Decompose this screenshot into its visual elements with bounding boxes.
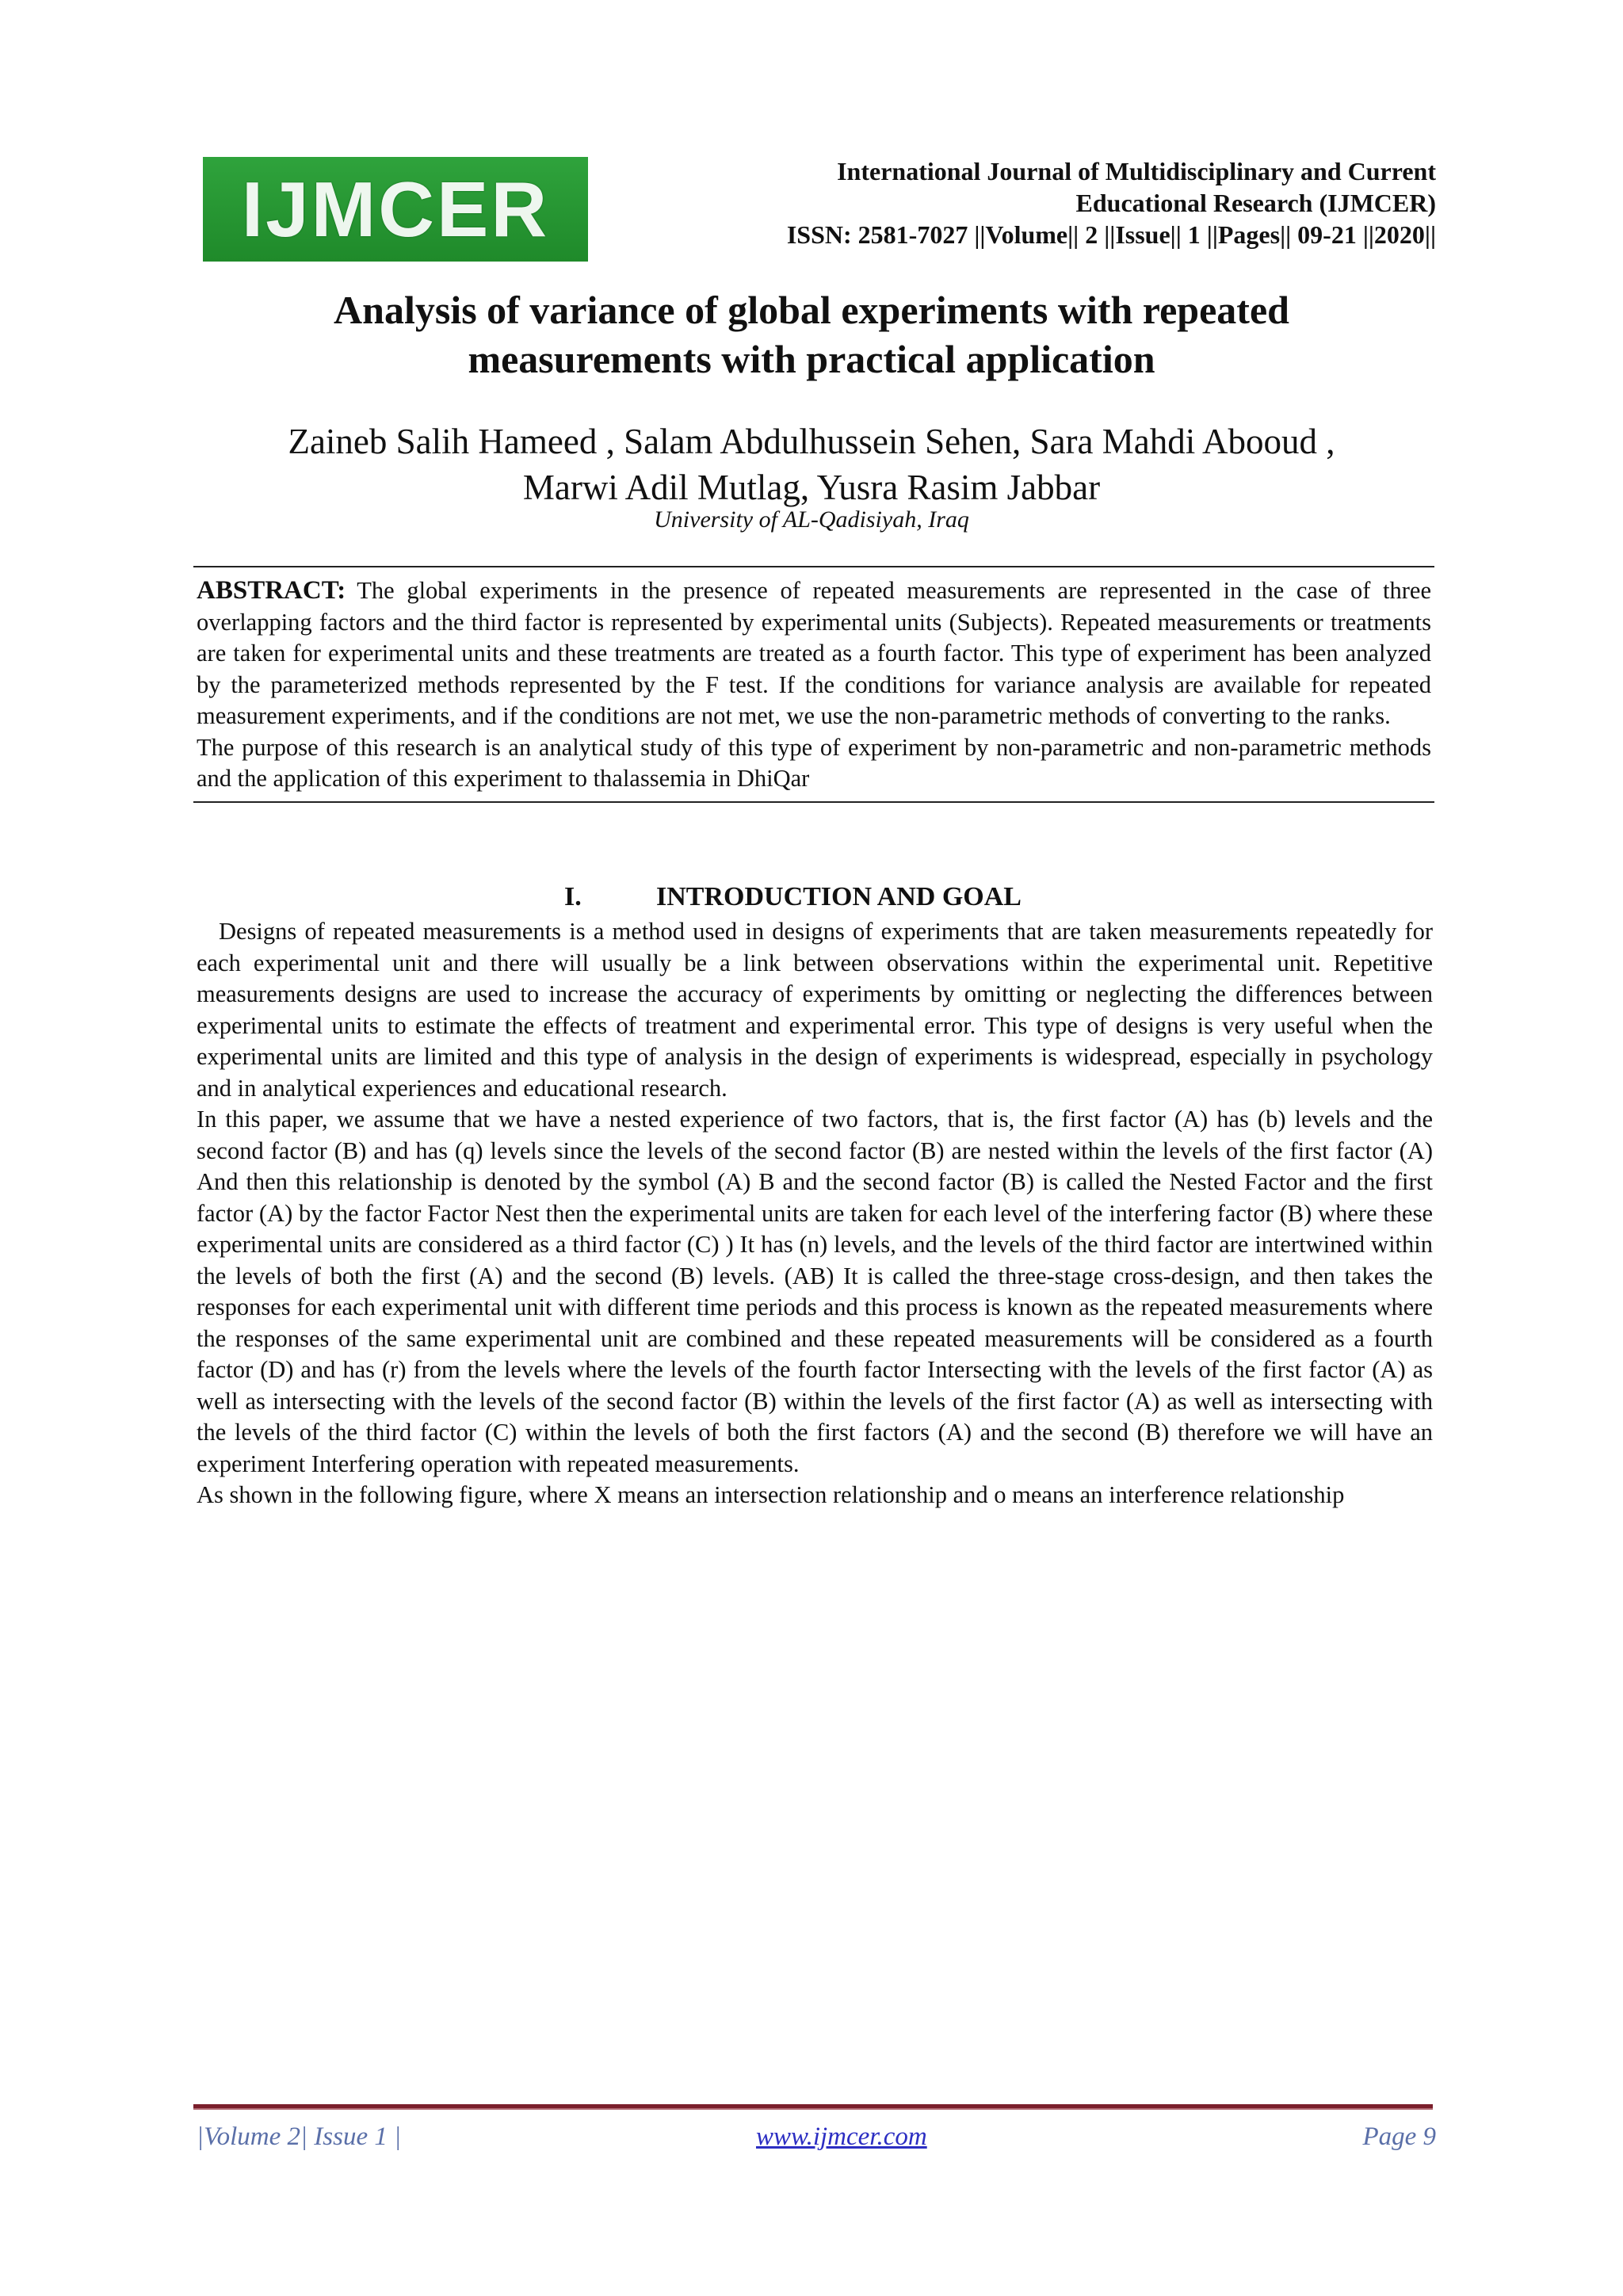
body-paragraph-1: Designs of repeated measurements is a method used in designs of experiments that are taken measurements repeatedly for each experimental unit and there will usually be a link between observations within the experimental unit. Repetitive measurements designs are used to increase the accuracy of experiments by omitting or neglecting the differences between experimental units to estimate the effects of treatment and experimental error. This type of designs is very useful when the experimental units are limited and this type of analysis in the design of experiments is widespread, especially in psychology and in analytical experiences and educational research. <box>197 918 1433 1102</box>
footer-website <box>756 2121 927 2153</box>
footer-page-number: Page 9 <box>1362 2122 1436 2151</box>
logo-text: IJMCER <box>241 165 550 253</box>
body-paragraph-2: In this paper, we assume that we have a nested experience of two factors, that is, the first factor (A) has (b) levels and the second factor (B) and has (q) levels since the levels of the second factor (B) are nested within the levels of the first factor (A) And then this relationship is denoted by the symbol (A) B and the second factor (B) is called the Nested Factor and the first factor (A) by the factor Factor Nest then the experimental units are taken for each level of the interfering factor (B) where these experimental units are considered as a third factor (C) ) It has (n) levels, and the levels of the third factor are intertwined within the levels of both the first (A) and the second (B) levels. (AB) It is called the three-stage cross-design, and then takes the responses for each experimental unit with different time periods and this process is known as the repeated measurements where the responses of the same experimental unit are combined and these repeated measurements will be considered as a fourth factor (D) and has (r) from the levels where the levels of the fourth factor Intersecting with the levels of the first factor (A) as well as intersecting with the levels of the second factor (B) within the levels of the first factor (A) as well as intersecting with the levels of the third factor (C) within the levels of both the first factors (A) and the second (B) therefore we will have an experiment Interfering operation with repeated measurements. <box>197 1106 1433 1477</box>
abstract-text-1: The global experiments in the presence of repeated measurements are represented in the case of three overlapping factors and the third factor is represented by experimental units (Subjects). Repeated measurements or treatments are taken for experimental units and these treatments are treated as a fourth factor. This type of experiment has been analyzed by the parameterized methods represented by the F test. If the conditions for variance analysis are available for repeated measurement experiments, and if the conditions are not met, we use the non-parametric methods of converting to the ranks. <box>197 577 1431 729</box>
section-title: INTRODUCTION AND GOAL <box>656 882 1022 911</box>
journal-issn-line: ISSN: 2581-7027 ||Volume|| 2 ||Issue|| 1 ||Pages|| 09-21 ||2020|| <box>786 220 1436 249</box>
section-number: I. <box>564 882 582 911</box>
title-line2: measurements with practical application <box>468 337 1155 381</box>
abstract-box <box>193 566 1434 803</box>
footer-volume-issue: |Volume 2| Issue 1 | <box>197 2122 402 2151</box>
abstract-paragraph-1 <box>197 575 1431 732</box>
journal-name-line1: International Journal of Multidisciplinary and Current <box>837 157 1436 185</box>
journal-name-line2: Educational Research (IJMCER) <box>1075 189 1436 217</box>
paper-title <box>198 285 1425 384</box>
author-list <box>198 418 1425 510</box>
abstract-label: ABSTRACT: <box>197 576 346 605</box>
section-body <box>197 916 1433 1511</box>
journal-logo <box>203 157 588 262</box>
website-link[interactable]: www.ijmcer.com <box>756 2122 927 2151</box>
journal-header <box>754 155 1436 250</box>
footer-divider <box>193 2104 1433 2110</box>
abstract-paragraph-2: The purpose of this research is an analytical study of this type of experiment by non-parametric and non-parametric methods and the application of this experiment to thalassemia in DhiQar <box>197 733 1431 792</box>
title-line1: Analysis of variance of global experiments with repeated <box>334 288 1289 332</box>
authors-line1: Zaineb Salih Hameed , Salam Abdulhussein Sehen, Sara Mahdi Abooud , <box>288 422 1335 461</box>
body-paragraph-3: As shown in the following figure, where X means an intersection relationship and o means an interference relationship <box>197 1481 1345 1508</box>
authors-line2: Marwi Adil Mutlag, Yusra Rasim Jabbar <box>522 468 1101 507</box>
affiliation: University of AL-Qadisiyah, Iraq <box>654 506 969 533</box>
